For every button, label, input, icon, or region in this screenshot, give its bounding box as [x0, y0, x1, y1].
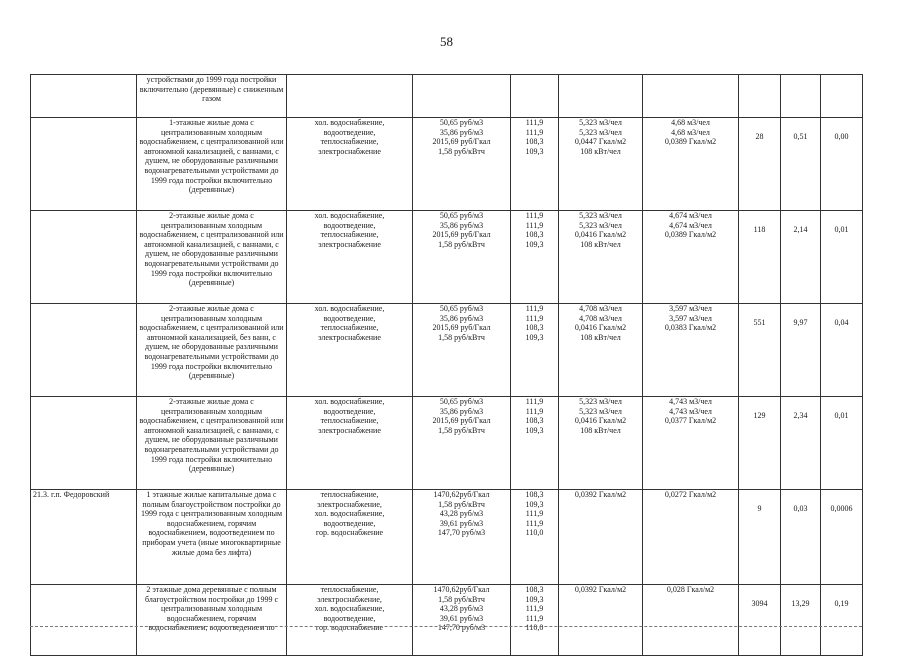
tariffs-line: 147,70 руб/м3	[437, 623, 486, 633]
cell-count	[739, 75, 781, 118]
indices-line: 111,9	[525, 604, 544, 614]
cell-v2: 0,19	[821, 585, 863, 656]
tariffs-line: 1470,62руб/Гкал	[433, 585, 490, 594]
cell-item-number	[31, 211, 137, 304]
cell-item-number: 21.3. г.п. Федоровский	[31, 490, 137, 585]
indices-line: 110,0	[525, 528, 544, 538]
norm1-line: 0,0447 Гкал/м2	[574, 137, 627, 147]
bottom-rule	[30, 626, 862, 627]
cell-v1: 2,14	[781, 211, 821, 304]
norm1-line: 5,323 м3/чел	[579, 211, 622, 220]
cell-v2: 0,01	[821, 211, 863, 304]
cell-tariffs	[413, 490, 511, 585]
cell-services	[287, 585, 413, 656]
cell-v1: 13,29	[781, 585, 821, 656]
services-line: электроснабжение	[318, 425, 381, 435]
cell-description: 2 этажные дома деревянные с полным благоустройством постройки до 1999 с централизованным холодным водоснабжением, горячим водоснабжением, водоотведением по	[137, 585, 287, 656]
indices-line: 108,3	[525, 490, 544, 499]
services-line: теплоснабжение,	[320, 137, 379, 147]
cell-services	[287, 118, 413, 211]
cell-v2: 0,0006	[821, 490, 863, 585]
cell-services	[287, 211, 413, 304]
indices-line: 111,9	[525, 397, 544, 406]
tariffs-line: 1,58 руб/кВтч	[438, 425, 485, 435]
norm2-line: 0,0377 Гкал/м2	[664, 416, 717, 426]
norm2-line: 0,028 Гкал/м2	[666, 585, 715, 594]
services-line: электроснабжение,	[317, 594, 382, 604]
cell-description: 1-этажные жилые дома с централизованным холодным водоснабжением, с централизованной или автономной канализацией, с ваннами, с душем, не оборудованные различными водонагревательными устройствами до 1999 года постройки включительно (деревянные)	[137, 118, 287, 211]
norm1-line: 108 кВт/чел	[580, 425, 621, 435]
cell-count: 551	[739, 304, 781, 397]
cell-description: устройствами до 1999 года постройки включительно (деревянные) с сниженным газом	[137, 75, 287, 118]
services-line: водоотведение,	[323, 313, 376, 323]
services-line: теплоснабжение,	[320, 490, 379, 499]
tariffs-line: 35,86 руб/м3	[439, 220, 484, 230]
tariffs-line: 1,58 руб/кВтч	[438, 594, 485, 604]
cell-services	[287, 75, 413, 118]
services-line: хол. водоснабжение,	[314, 118, 385, 127]
services-line: теплоснабжение,	[320, 585, 379, 594]
norm1-line: 4,708 м3/чел	[579, 313, 622, 323]
norm2-line: 0,0389 Гкал/м2	[664, 230, 717, 240]
cell-norm2	[643, 211, 739, 304]
norm2-line: 4,674 м3/чел	[669, 220, 712, 230]
indices-line: 109,3	[525, 594, 544, 604]
tariffs-line: 1,58 руб/кВтч	[438, 332, 485, 342]
table-row	[31, 304, 863, 397]
indices-line: 110,0	[525, 623, 544, 633]
tariffs-line: 35,86 руб/м3	[439, 127, 484, 137]
table-body	[31, 75, 863, 656]
cell-services	[287, 490, 413, 585]
norm1-line: 108 кВт/чел	[580, 332, 621, 342]
services-line: гор. водоснабжение	[315, 623, 384, 633]
tariffs-line: 35,86 руб/м3	[439, 313, 484, 323]
cell-item-number	[31, 118, 137, 211]
cell-indices	[511, 304, 559, 397]
services-line: хол. водоснабжение,	[314, 397, 385, 406]
cell-item-number	[31, 304, 137, 397]
cell-count: 28	[739, 118, 781, 211]
tariffs-line: 50,65 руб/м3	[439, 118, 484, 127]
indices-line: 111,9	[525, 127, 544, 137]
norm2-line: 0,0389 Гкал/м2	[664, 137, 717, 147]
services-line: хол. водоснабжение,	[314, 304, 385, 313]
cell-count: 118	[739, 211, 781, 304]
services-line: теплоснабжение,	[320, 230, 379, 240]
tariffs-line: 1,58 руб/кВтч	[438, 499, 485, 509]
indices-line: 108,3	[525, 137, 544, 147]
tariffs-line: 39,61 руб/м3	[439, 518, 484, 528]
cell-count: 129	[739, 397, 781, 490]
cell-indices	[511, 490, 559, 585]
tariffs-line: 2015,69 руб/Гкал	[432, 416, 491, 426]
services-line: теплоснабжение,	[320, 416, 379, 426]
cell-v1: 0,03	[781, 490, 821, 585]
norm2-line: 0,0272 Гкал/м2	[664, 490, 717, 499]
cell-v1: 2,34	[781, 397, 821, 490]
cell-tariffs	[413, 585, 511, 656]
indices-line: 109,3	[525, 499, 544, 509]
cell-v2	[821, 75, 863, 118]
norm2-line: 4,68 м3/чел	[671, 118, 710, 127]
cell-norm1	[559, 75, 643, 118]
norm1-line: 0,0392 Гкал/м2	[574, 490, 627, 499]
norm1-line: 5,323 м3/чел	[579, 406, 622, 416]
tariffs-line: 1,58 руб/кВтч	[438, 146, 485, 156]
services-line: водоотведение,	[323, 613, 376, 623]
cell-description: 2-этажные жилые дома с централизованным холодным водоснабжением, с централизованной или автономной канализацией, с ваннами, с душем, не оборудованные различными водонагревательными устройствами до 1999 года постройки включительно (деревянные)	[137, 397, 287, 490]
cell-description: 2-этажные жилые дома с централизованным холодным водоснабжением, с централизованной или автономной канализацией, с ваннами, с душем, не оборудованные различными водонагревательными устройствами до 1999 года постройки включительно (деревянные)	[137, 211, 287, 304]
cell-item-number	[31, 585, 137, 656]
tariffs-line: 35,86 руб/м3	[439, 406, 484, 416]
indices-line: 108,3	[525, 416, 544, 426]
norm1-line: 0,0416 Гкал/м2	[574, 323, 627, 333]
indices-line: 109,3	[525, 239, 544, 249]
cell-v1	[781, 75, 821, 118]
indices-line: 108,3	[525, 585, 544, 594]
cell-description: 2-этажные жилые дома с централизованным холодным водоснабжением, с централизованной или автономной канализацией, без ванн, с душем, не оборудованные различными водонагревательными устройствами до 1999 года постройки включительно (деревянные)	[137, 304, 287, 397]
tariffs-line: 1470,62руб/Гкал	[433, 490, 490, 499]
cell-v1: 0,51	[781, 118, 821, 211]
page-number: 58	[440, 34, 453, 49]
cell-tariffs	[413, 304, 511, 397]
cell-tariffs	[413, 211, 511, 304]
services-line: гор. водоснабжение	[315, 528, 384, 538]
cell-description: 1 этажные жилые капитальные дома с полным благоустройством постройки до 1999 года с централизованным холодным водоснабжением, горячим водоснабжением, водоотведением по приборам учета (иные многоквартирные жилые дома без лифта)	[137, 490, 287, 585]
indices-line: 111,9	[525, 304, 544, 313]
cell-norm2	[643, 585, 739, 656]
services-line: хол. водоснабжение,	[314, 509, 385, 519]
cell-norm2	[643, 75, 739, 118]
indices-line: 111,9	[525, 313, 544, 323]
norm1-line: 0,0392 Гкал/м2	[574, 585, 627, 594]
cell-item-number	[31, 75, 137, 118]
table-row	[31, 585, 863, 656]
cell-indices	[511, 211, 559, 304]
cell-tariffs	[413, 75, 511, 118]
services-line: водоотведение,	[323, 220, 376, 230]
indices-line: 109,3	[525, 425, 544, 435]
cell-norm2	[643, 397, 739, 490]
tariff-table	[30, 74, 863, 656]
tariffs-line: 2015,69 руб/Гкал	[432, 230, 491, 240]
indices-line: 108,3	[525, 323, 544, 333]
cell-tariffs	[413, 397, 511, 490]
table-row	[31, 75, 863, 118]
norm1-line: 5,323 м3/чел	[579, 397, 622, 406]
indices-line: 108,3	[525, 230, 544, 240]
services-line: электроснабжение	[318, 146, 381, 156]
cell-norm2	[643, 304, 739, 397]
services-line: электроснабжение	[318, 332, 381, 342]
tariffs-line: 2015,69 руб/Гкал	[432, 323, 491, 333]
services-line: хол. водоснабжение,	[314, 211, 385, 220]
cell-indices	[511, 75, 559, 118]
cell-indices	[511, 118, 559, 211]
norm1-line: 108 кВт/чел	[580, 239, 621, 249]
indices-line: 111,9	[525, 406, 544, 416]
cell-norm1	[559, 397, 643, 490]
tariffs-line: 1,58 руб/кВтч	[438, 239, 485, 249]
cell-norm2	[643, 490, 739, 585]
cell-count: 3094	[739, 585, 781, 656]
table-row	[31, 490, 863, 585]
indices-line: 109,3	[525, 332, 544, 342]
services-line: водоотведение,	[323, 518, 376, 528]
services-line: электроснабжение,	[317, 499, 382, 509]
norm2-line: 0,0383 Гкал/м2	[664, 323, 717, 333]
tariffs-line: 39,61 руб/м3	[439, 613, 484, 623]
cell-services	[287, 304, 413, 397]
norm2-line: 4,743 м3/чел	[669, 397, 712, 406]
cell-v1: 9,97	[781, 304, 821, 397]
cell-norm1	[559, 304, 643, 397]
tariffs-line: 50,65 руб/м3	[439, 304, 484, 313]
services-line: водоотведение,	[323, 127, 376, 137]
norm2-line: 4,68 м3/чел	[671, 127, 710, 137]
cell-norm1	[559, 118, 643, 211]
indices-line: 111,9	[525, 518, 544, 528]
cell-norm1	[559, 211, 643, 304]
tariffs-line: 50,65 руб/м3	[439, 211, 484, 220]
cell-norm1	[559, 490, 643, 585]
indices-line: 111,9	[525, 220, 544, 230]
cell-services	[287, 397, 413, 490]
cell-norm2	[643, 118, 739, 211]
cell-v2: 0,04	[821, 304, 863, 397]
cell-v2: 0,00	[821, 118, 863, 211]
cell-indices	[511, 397, 559, 490]
indices-line: 109,3	[525, 146, 544, 156]
cell-count: 9	[739, 490, 781, 585]
cell-v2: 0,01	[821, 397, 863, 490]
tariffs-line: 43,28 руб/м3	[439, 509, 484, 519]
indices-line: 111,9	[525, 613, 544, 623]
indices-line: 111,9	[525, 118, 544, 127]
table-row	[31, 211, 863, 304]
norm1-line: 5,323 м3/чел	[579, 118, 622, 127]
services-line: водоотведение,	[323, 406, 376, 416]
tariffs-line: 2015,69 руб/Гкал	[432, 137, 491, 147]
norm2-line: 4,743 м3/чел	[669, 406, 712, 416]
cell-norm1	[559, 585, 643, 656]
services-line: электроснабжение	[318, 239, 381, 249]
norm1-line: 5,323 м3/чел	[579, 127, 622, 137]
norm2-line: 4,674 м3/чел	[669, 211, 712, 220]
table-row	[31, 397, 863, 490]
norm1-line: 108 кВт/чел	[580, 146, 621, 156]
norm1-line: 5,323 м3/чел	[579, 220, 622, 230]
table-row	[31, 118, 863, 211]
norm2-line: 3,597 м3/чел	[669, 304, 712, 313]
cell-indices	[511, 585, 559, 656]
norm1-line: 0,0416 Гкал/м2	[574, 416, 627, 426]
tariffs-line: 43,28 руб/м3	[439, 604, 484, 614]
indices-line: 111,9	[525, 211, 544, 220]
norm1-line: 0,0416 Гкал/м2	[574, 230, 627, 240]
norm1-line: 4,708 м3/чел	[579, 304, 622, 313]
norm2-line: 3,597 м3/чел	[669, 313, 712, 323]
cell-item-number	[31, 397, 137, 490]
services-line: теплоснабжение,	[320, 323, 379, 333]
services-line: хол. водоснабжение,	[314, 604, 385, 614]
indices-line: 111,9	[525, 509, 544, 519]
cell-tariffs	[413, 118, 511, 211]
tariffs-line: 50,65 руб/м3	[439, 397, 484, 406]
tariffs-line: 147,70 руб/м3	[437, 528, 486, 538]
